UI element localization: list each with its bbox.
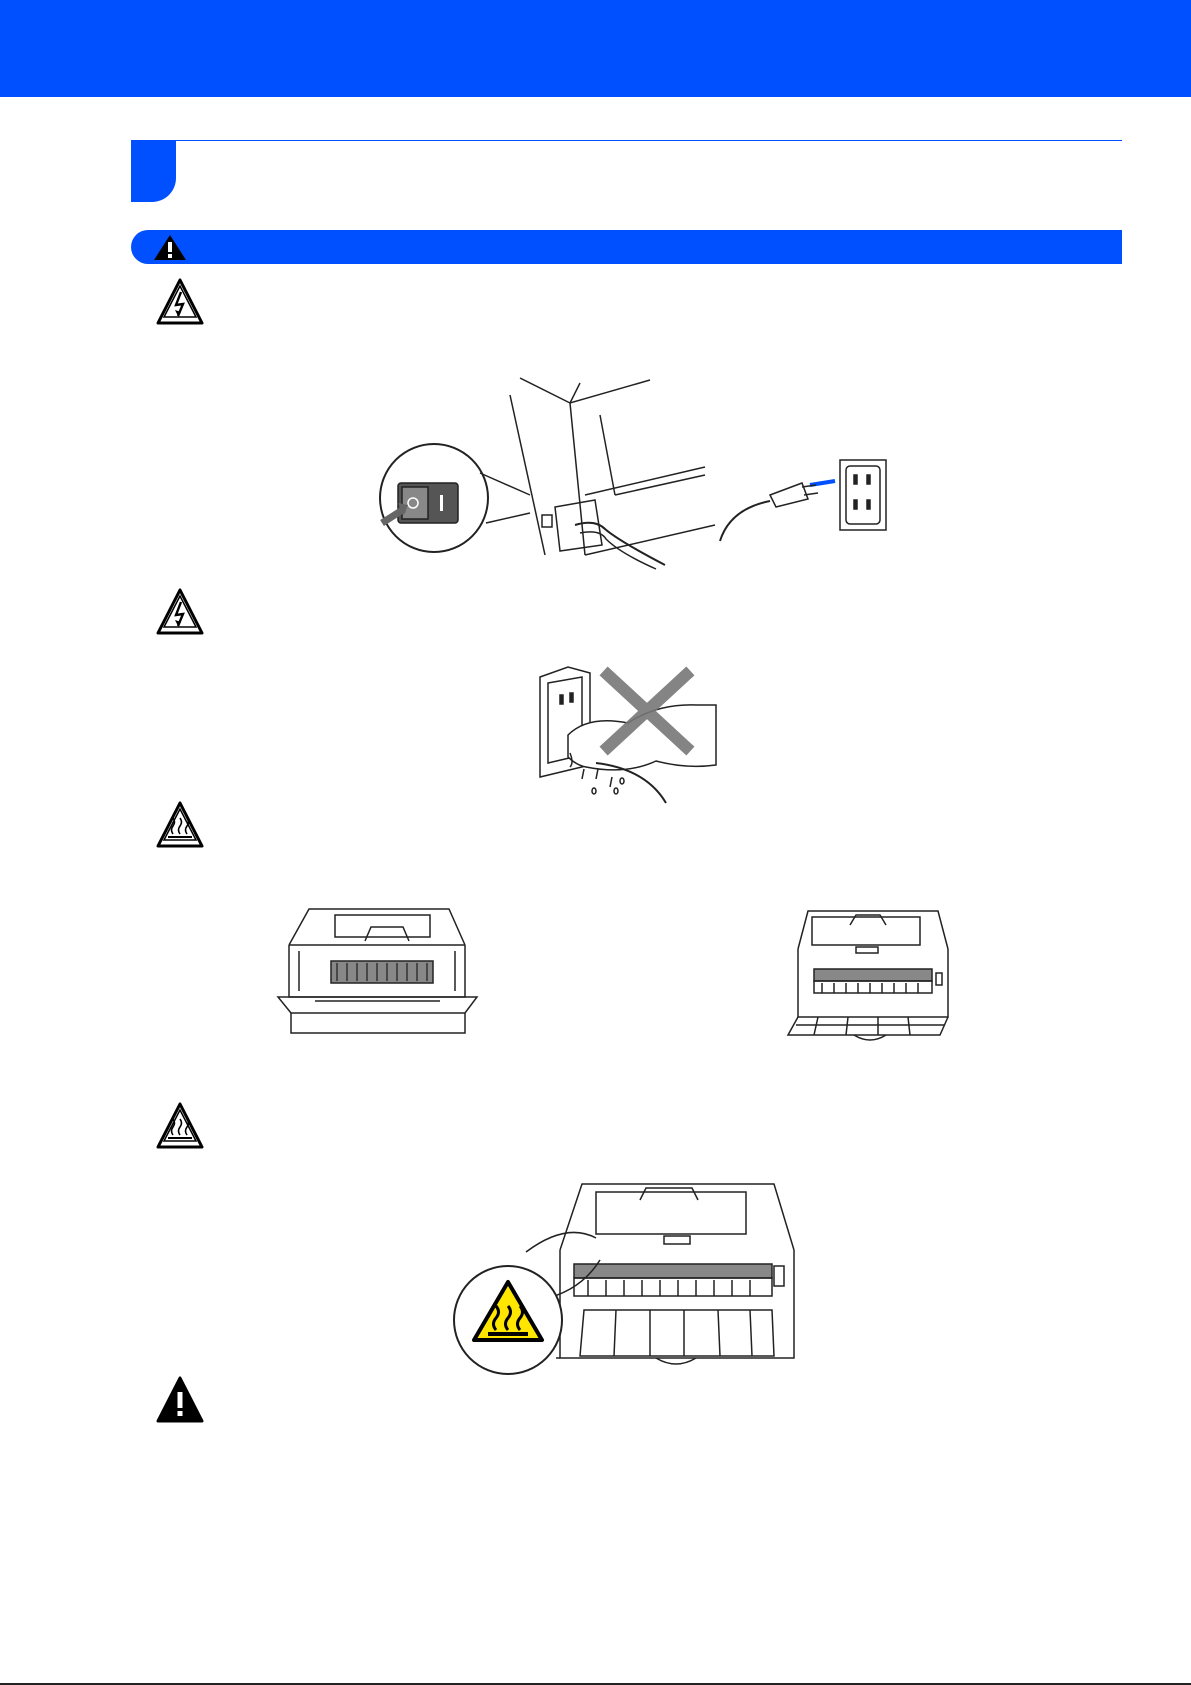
section-rule	[131, 140, 1122, 141]
electrical-hazard-icon	[155, 277, 205, 327]
section-tab	[131, 141, 176, 202]
warning-triangle-icon	[153, 234, 187, 261]
header-banner	[0, 0, 1191, 97]
warning-triangle-icon	[155, 1375, 205, 1425]
electrical-hazard-icon	[155, 587, 205, 637]
printer-front-cover-open-illustration	[275, 907, 480, 1037]
do-not-touch-plug-with-wet-hands-illustration	[538, 665, 716, 800]
printer-back-cover-open-illustration	[788, 907, 958, 1041]
warning-bar	[131, 230, 1122, 264]
power-switch-and-unplug-illustration	[370, 375, 890, 565]
fuser-hot-label-illustration	[456, 1180, 796, 1376]
hot-surface-icon	[155, 800, 205, 850]
hot-surface-icon	[155, 1101, 205, 1151]
